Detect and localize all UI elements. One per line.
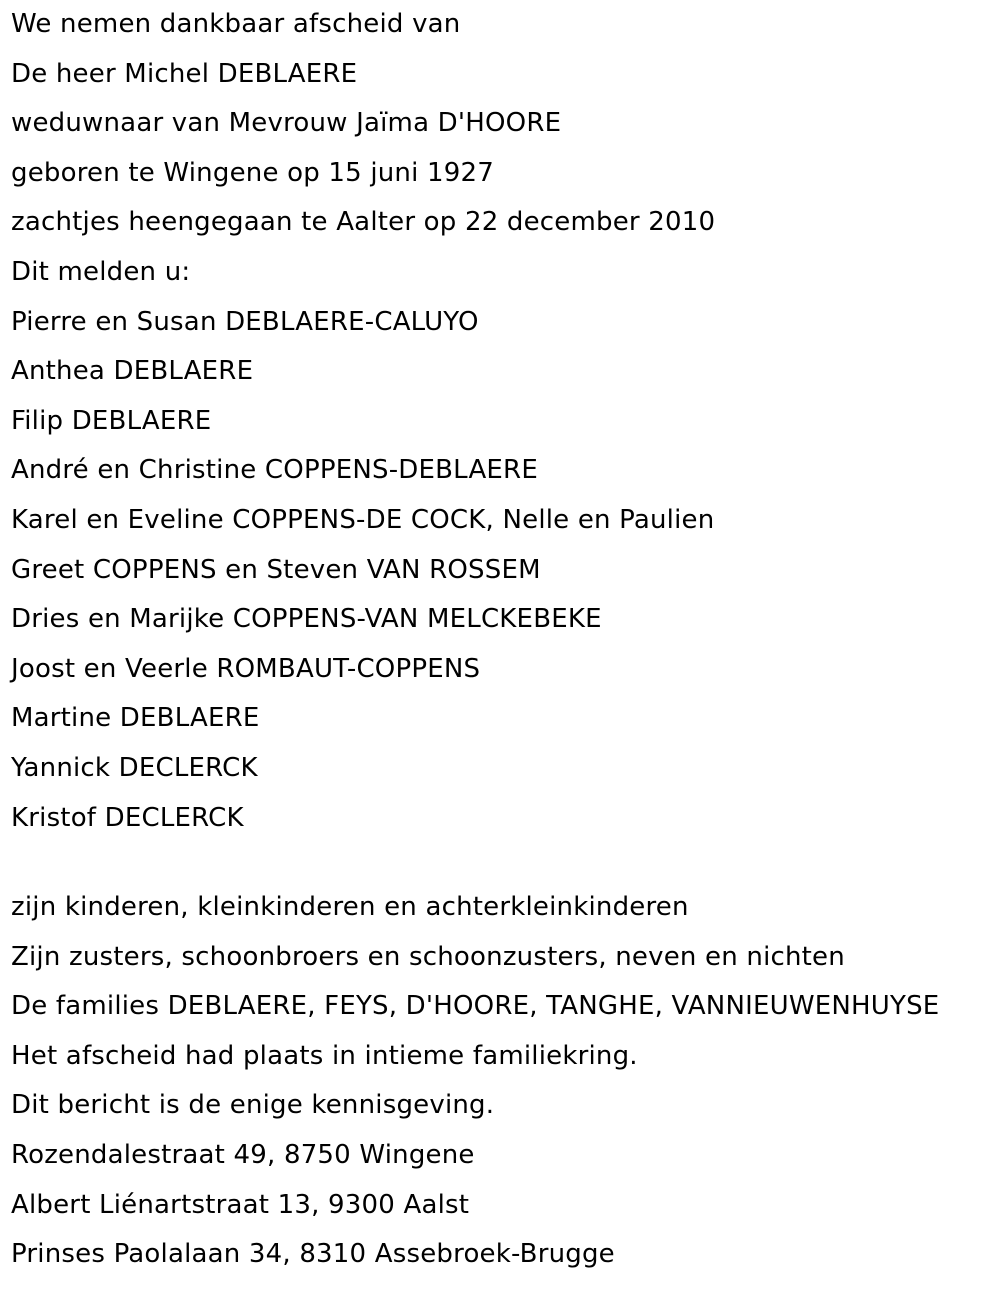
death-line: zachtjes heengegaan te Aalter op 22 december 2010 xyxy=(11,207,716,238)
address-line: Albert Liénartstraat 13, 9300 Aalst xyxy=(11,1189,470,1220)
widower-line: weduwnaar van Mevrouw Jaïma D'HOORE xyxy=(11,108,562,139)
closing-section xyxy=(11,883,991,1131)
family-member: Karel en Eveline COPPENS-DE COCK, Nelle en Paulien xyxy=(11,504,715,535)
birth-line: geboren te Wingene op 15 juni 1927 xyxy=(11,157,494,188)
address-list xyxy=(11,1131,991,1280)
obituary-notice xyxy=(11,0,991,1280)
opening-section xyxy=(11,0,991,298)
family-member: Kristof DECLERCK xyxy=(11,802,244,833)
family-member: Greet COPPENS en Steven VAN ROSSEM xyxy=(11,554,541,585)
opening-line: We nemen dankbaar afscheid van xyxy=(11,9,461,39)
family-member: Pierre en Susan DEBLAERE-CALUYO xyxy=(11,306,479,337)
closing-line: zijn kinderen, kleinkinderen en achterkleinkinderen xyxy=(11,892,689,923)
family-member: Filip DEBLAERE xyxy=(11,405,212,436)
paragraph-gap xyxy=(11,843,991,883)
family-list xyxy=(11,298,991,844)
closing-line: Zijn zusters, schoonbroers en schoonzusters, neven en nichten xyxy=(11,941,845,972)
family-member: Joost en Veerle ROMBAUT-COPPENS xyxy=(11,653,481,684)
deceased-name: De heer Michel DEBLAERE xyxy=(11,58,358,89)
family-member: Anthea DEBLAERE xyxy=(11,356,254,387)
family-member: Dries en Marijke COPPENS-VAN MELCKEBEKE xyxy=(11,604,602,635)
family-member: Yannick DECLERCK xyxy=(11,752,258,783)
address-line: Prinses Paolalaan 34, 8310 Assebroek-Brugge xyxy=(11,1239,615,1270)
family-member: Martine DEBLAERE xyxy=(11,703,260,734)
family-member: André en Christine COPPENS-DEBLAERE xyxy=(11,455,538,486)
address-line: Rozendalestraat 49, 8750 Wingene xyxy=(11,1140,475,1171)
closing-line: Het afscheid had plaats in intieme familiekring. xyxy=(11,1040,638,1071)
announcement-line: Dit melden u: xyxy=(11,256,191,287)
closing-line: De families DEBLAERE, FEYS, D'HOORE, TANGHE, VANNIEUWENHUYSE xyxy=(11,991,940,1022)
closing-line: Dit bericht is de enige kennisgeving. xyxy=(11,1090,495,1121)
